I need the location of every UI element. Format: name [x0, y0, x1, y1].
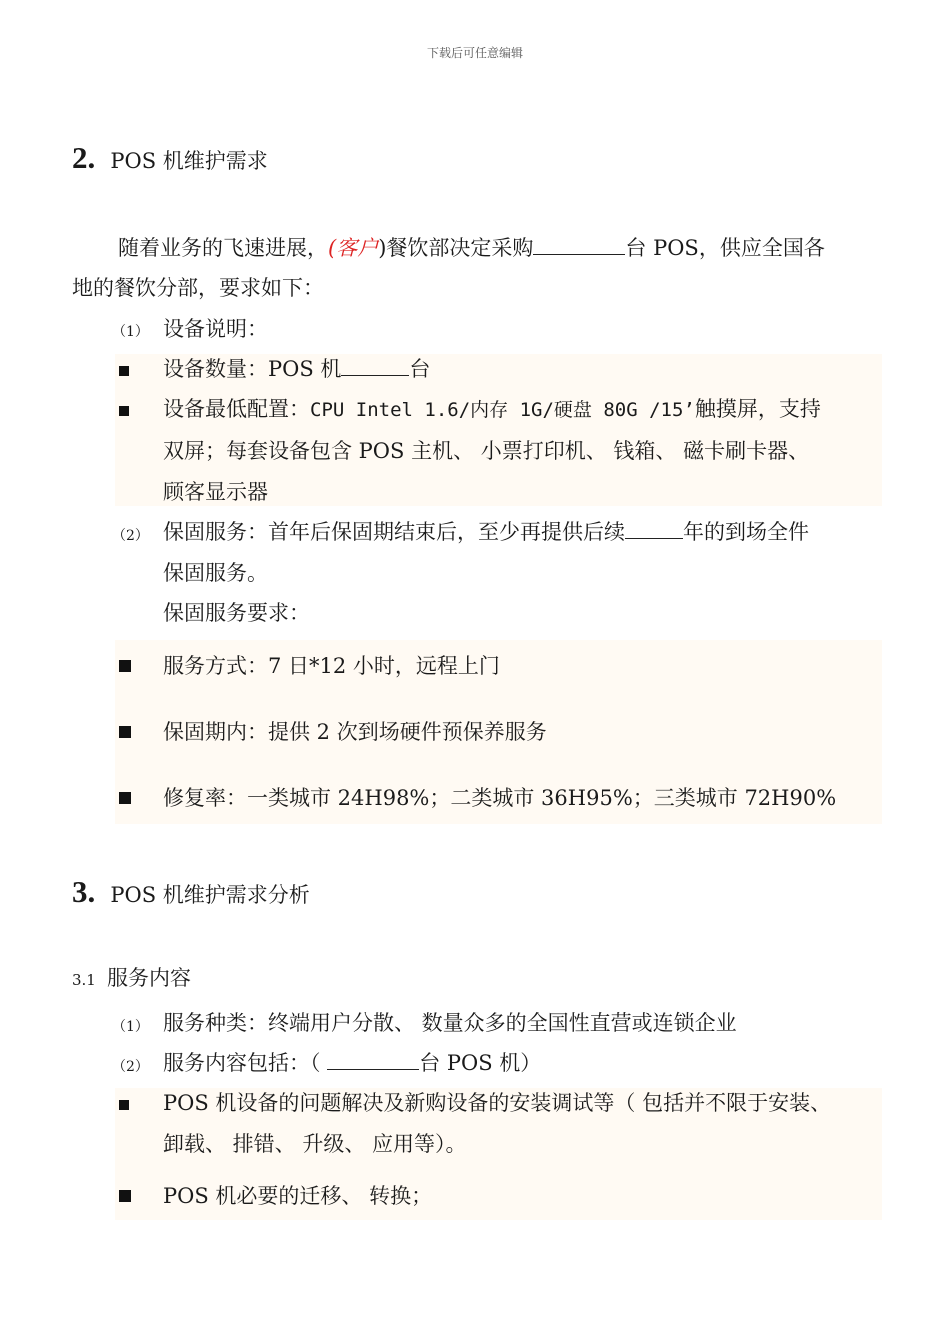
config-spec: CPU Intel 1.6/内存 1G/硬盘 80G /15’ [310, 399, 695, 421]
subsection-number: 3.1 [72, 971, 96, 989]
device-qty-suffix: 台 [409, 357, 431, 381]
section-3-title: POS 机维护需求分析 [110, 883, 310, 907]
bullet-device-config [163, 389, 821, 430]
s3-bullet-1-line-2: 卸载、 排错、 升级、 应用等）。 [163, 1132, 467, 1156]
service-scope-prefix: 服务内容包括：（ [163, 1051, 328, 1075]
header-watermark: 下载后可任意编辑 [426, 46, 523, 60]
config-line-3: 顾客显示器 [163, 480, 268, 504]
config-suffix: 触摸屏，支持 [694, 397, 821, 421]
item-2-marker: （2） [112, 528, 149, 544]
s3-item-1-text: 服务种类：终端用户分散、 数量众多的全国性直营或连锁企业 [163, 1011, 737, 1035]
bullet-icon [119, 1100, 129, 1110]
bullet-icon [119, 366, 129, 376]
item-1-text: 设备说明： [163, 317, 268, 341]
section-2-title: POS 机维护需求 [110, 149, 268, 173]
config-line-2: 双屏；每套设备包含 POS 主机、 小票打印机、 钱箱、 磁卡刷卡器、 [163, 439, 810, 463]
item-1-marker: （1） [112, 324, 149, 340]
purchase-qty-blank [533, 228, 625, 255]
s3-item-2-text [163, 1043, 541, 1083]
intro-line-1 [118, 228, 898, 268]
client-placeholder: (客户 [328, 236, 379, 260]
intro-text-2: )餐饮部决定采购 [378, 236, 534, 260]
bullet-icon [119, 792, 131, 804]
device-qty-blank [341, 349, 409, 376]
section-3-number: 3. [72, 874, 96, 909]
service-bullet-2: 保固期内：提供 2 次到场硬件预保养服务 [163, 720, 547, 744]
intro-line-2: 地的餐饮分部，要求如下： [72, 276, 324, 300]
bullet-device-qty [163, 349, 430, 389]
intro-text-3: 台 POS，供应全国各 [625, 236, 825, 260]
item-2-line-2: 保固服务。 [163, 561, 268, 585]
bullet-icon [119, 660, 131, 672]
warranty-text-2: 年的到场全件 [683, 520, 809, 544]
section-2-heading [72, 140, 268, 176]
subsection-title: 服务内容 [106, 966, 191, 990]
item-2-line-3: 保固服务要求： [163, 601, 310, 625]
subsection-3-1-heading [72, 962, 191, 992]
service-qty-blank [327, 1043, 419, 1070]
s3-bullet-1-line-1: POS 机设备的问题解决及新购设备的安装调试等（ 包括并不限于安装、 [163, 1091, 832, 1115]
warranty-years-blank [625, 512, 683, 539]
s3-bullet-2: POS 机必要的迁移、 转换； [163, 1184, 433, 1208]
warranty-text-1: 保固服务：首年后保固期结束后，至少再提供后续 [163, 520, 625, 544]
bullet-icon [119, 1190, 131, 1202]
item-2-text [163, 512, 809, 552]
bullet-icon [119, 406, 129, 416]
service-scope-suffix: 台 POS 机） [419, 1051, 542, 1075]
bullet-icon [119, 726, 131, 738]
service-bullet-1: 服务方式：7 日*12 小时，远程上门 [163, 654, 500, 678]
s3-item-2-marker: （2） [112, 1059, 149, 1075]
service-bullet-3: 修复率：一类城市 24H98%；二类城市 36H95%；三类城市 72H90% [163, 786, 837, 810]
config-prefix: 设备最低配置： [163, 397, 310, 421]
device-qty-prefix: 设备数量：POS 机 [163, 357, 342, 381]
section-2-number: 2. [72, 140, 96, 175]
s3-item-1-marker: （1） [112, 1019, 149, 1035]
intro-text-1: 随着业务的飞速进展， [118, 236, 328, 260]
section-3-heading [72, 874, 310, 910]
